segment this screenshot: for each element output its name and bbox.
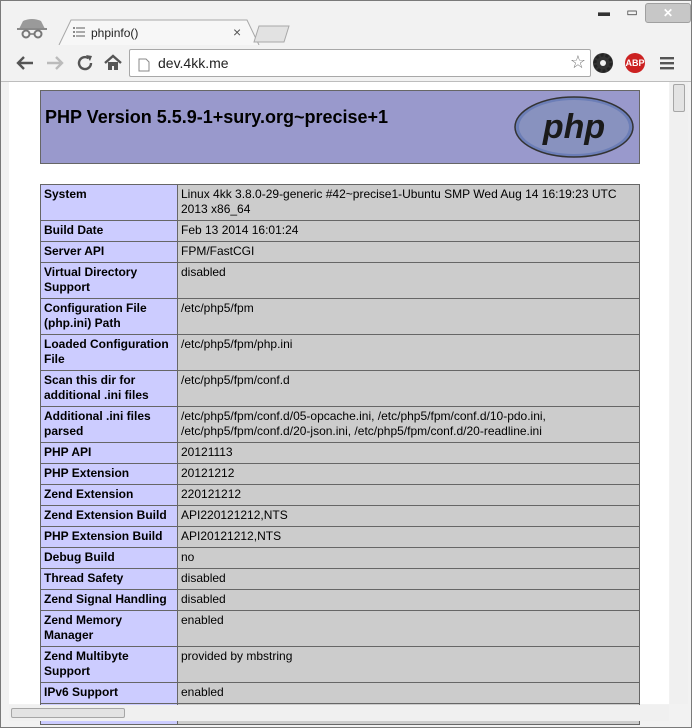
row-value: /etc/php5/fpm	[178, 299, 640, 335]
row-label: Zend Memory Manager	[41, 611, 178, 647]
row-value: enabled	[178, 683, 640, 704]
row-label: Thread Safety	[41, 569, 178, 590]
row-label: Zend Multibyte Support	[41, 647, 178, 683]
close-tab-icon[interactable]: ×	[233, 24, 242, 40]
horizontal-scrollbar-thumb[interactable]	[11, 708, 125, 718]
row-value: enabled	[178, 611, 640, 647]
row-label: Additional .ini files parsed	[41, 407, 178, 443]
row-value: 20121113	[178, 443, 640, 464]
row-value: API20121212,NTS	[178, 527, 640, 548]
table-row	[41, 506, 640, 527]
row-value: disabled	[178, 569, 640, 590]
tab-phpinfo[interactable]	[59, 19, 259, 45]
row-label: Scan this dir for additional .ini files	[41, 371, 178, 407]
table-row	[41, 485, 640, 506]
row-value: 220121212	[178, 485, 640, 506]
table-row	[41, 683, 640, 704]
row-value: disabled	[178, 590, 640, 611]
new-tab-button[interactable]	[253, 25, 291, 43]
row-label: Configuration File (php.ini) Path	[41, 299, 178, 335]
row-value: API220121212,NTS	[178, 506, 640, 527]
title-bar	[1, 1, 691, 45]
row-value: disabled	[178, 263, 640, 299]
table-row	[41, 335, 640, 371]
row-label: System	[41, 185, 178, 221]
row-value: Linux 4kk 3.8.0-29-generic #42~precise1-Ubuntu SMP Wed Aug 14 16:19:23 UTC 2013 x86_64	[178, 185, 640, 221]
table-row	[41, 263, 640, 299]
row-label: Loaded Configuration File	[41, 335, 178, 371]
info-table	[40, 184, 640, 725]
url-text: dev.4kk.me	[158, 55, 229, 71]
page-icon	[138, 58, 150, 76]
php-logo	[513, 95, 635, 164]
menu-icon[interactable]	[655, 51, 679, 75]
horizontal-scrollbar[interactable]	[9, 705, 669, 721]
tab-title: phpinfo()	[91, 26, 139, 40]
reload-icon[interactable]	[73, 51, 97, 75]
row-value: 20121212	[178, 464, 640, 485]
adblock-plus-icon[interactable]: ABP	[625, 53, 645, 73]
row-value: /etc/php5/fpm/conf.d/05-opcache.ini, /etc/php5/fpm/conf.d/10-pdo.ini, /etc/php5/fpm/conf.d/20-json.ini, /etc/php5/fpm/conf.d/20-readline.ini	[178, 407, 640, 443]
page-viewport	[9, 82, 669, 704]
table-row	[41, 221, 640, 242]
forward-icon[interactable]	[43, 51, 67, 75]
address-bar[interactable]	[129, 49, 591, 77]
row-value: /etc/php5/fpm/php.ini	[178, 335, 640, 371]
table-row	[41, 569, 640, 590]
row-label: Zend Extension Build	[41, 506, 178, 527]
close-window-button[interactable]: ✕	[645, 3, 691, 23]
row-label: Build Date	[41, 221, 178, 242]
table-row	[41, 443, 640, 464]
maximize-button[interactable]: ▭	[626, 5, 638, 19]
table-row	[41, 647, 640, 683]
row-label: IPv6 Support	[41, 683, 178, 704]
bookmark-star-icon[interactable]: ☆	[569, 52, 586, 72]
row-label: PHP API	[41, 443, 178, 464]
table-row	[41, 611, 640, 647]
table-row	[41, 464, 640, 485]
extension-gear-icon[interactable]	[593, 53, 613, 73]
vertical-scrollbar[interactable]	[670, 82, 688, 704]
row-label: Zend Signal Handling	[41, 590, 178, 611]
table-row	[41, 299, 640, 335]
table-row	[41, 548, 640, 569]
row-label: PHP Extension	[41, 464, 178, 485]
page-icon	[73, 27, 85, 37]
home-icon[interactable]	[101, 51, 125, 75]
row-value: /etc/php5/fpm/conf.d	[178, 371, 640, 407]
table-row	[41, 527, 640, 548]
vertical-scrollbar-thumb[interactable]	[673, 84, 685, 112]
table-row	[41, 242, 640, 263]
back-icon[interactable]	[13, 51, 37, 75]
page-title: PHP Version 5.5.9-1+sury.org~precise+1	[45, 107, 389, 127]
row-value: no	[178, 548, 640, 569]
logo-text: php	[542, 108, 606, 146]
incognito-icon	[15, 15, 49, 43]
row-label: Debug Build	[41, 548, 178, 569]
row-value: provided by mbstring	[178, 647, 640, 683]
phpinfo-header	[40, 90, 640, 164]
row-label: PHP Extension Build	[41, 527, 178, 548]
table-row	[41, 185, 640, 221]
row-label: Virtual Directory Support	[41, 263, 178, 299]
row-value: FPM/FastCGI	[178, 242, 640, 263]
minimize-button[interactable]: ▬	[598, 5, 610, 19]
row-label: Zend Extension	[41, 485, 178, 506]
row-label: Server API	[41, 242, 178, 263]
table-row	[41, 371, 640, 407]
row-value: Feb 13 2014 16:01:24	[178, 221, 640, 242]
table-row	[41, 590, 640, 611]
table-row	[41, 407, 640, 443]
toolbar	[1, 45, 691, 82]
